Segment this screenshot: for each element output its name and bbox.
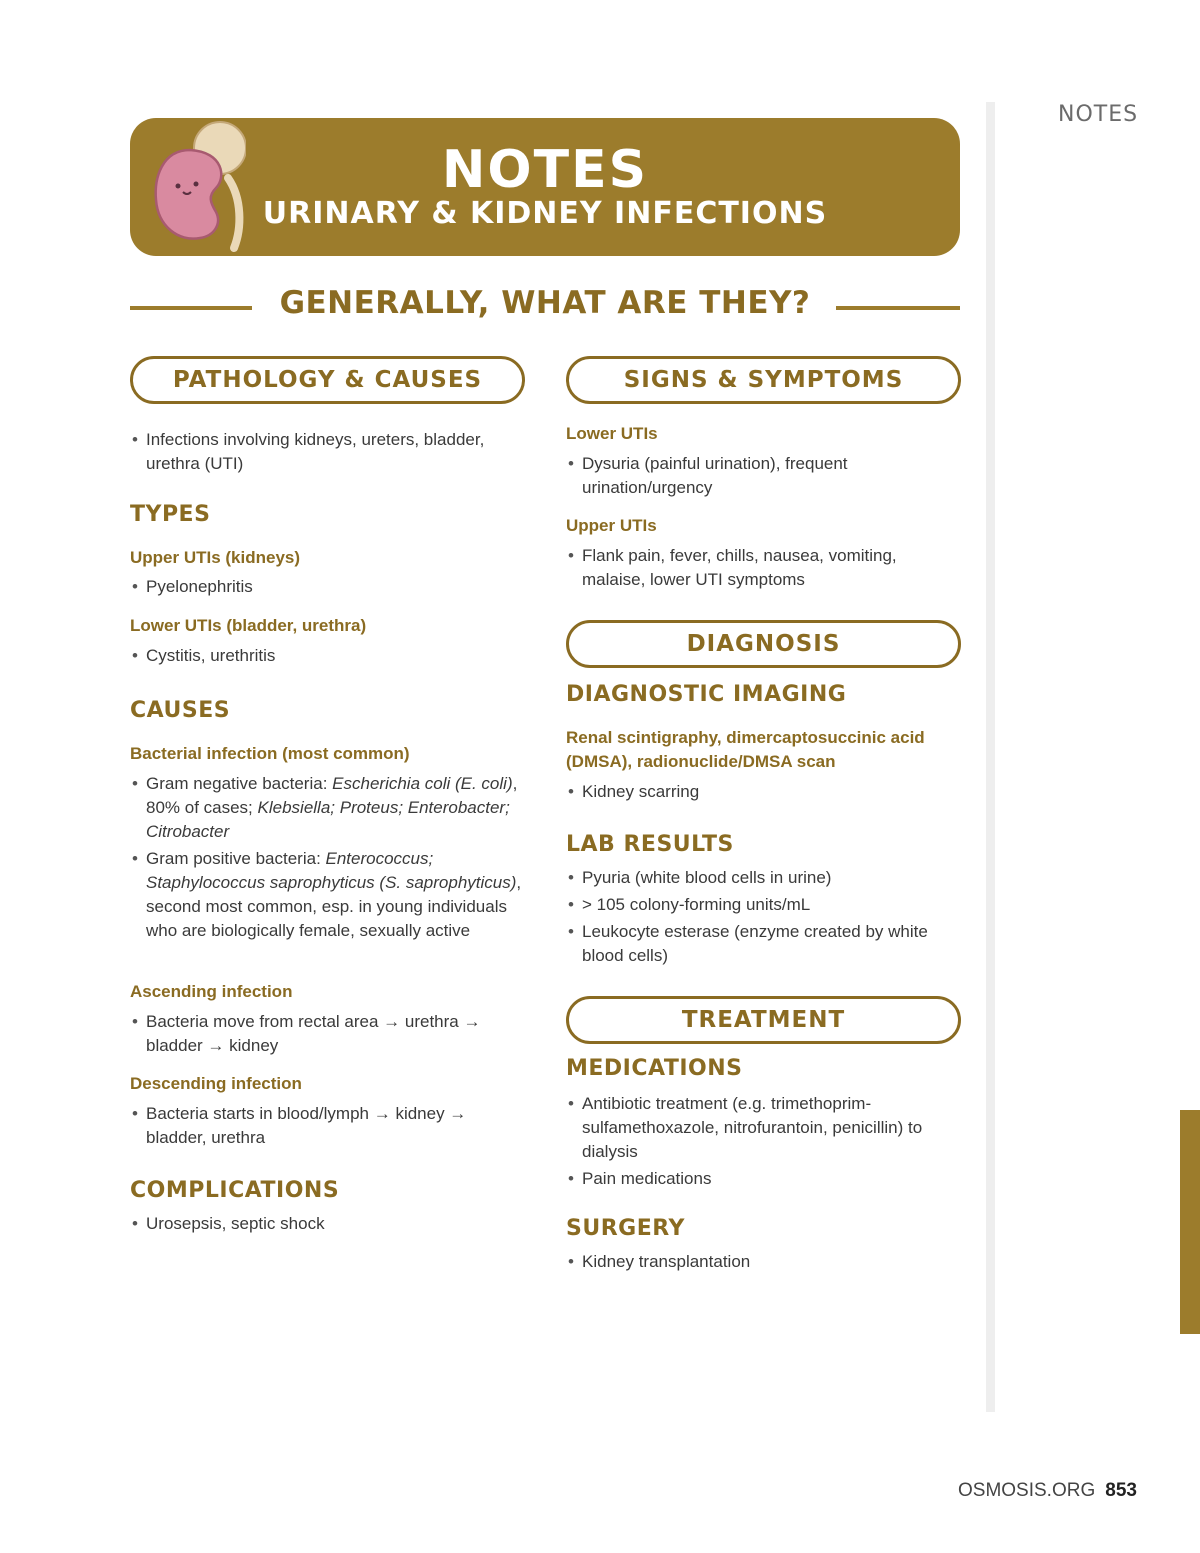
banner-title: NOTES xyxy=(441,140,649,200)
lower-utis-label: Lower UTIs xyxy=(566,424,658,443)
bacterial-infection-label: Bacterial infection (most common) xyxy=(130,744,410,763)
list-item: • Urosepsis, septic shock xyxy=(130,1212,525,1236)
descending-list xyxy=(130,1102,525,1153)
list-item: • Pyuria (white blood cells in urine) xyxy=(566,866,961,890)
list-item: • Pyelonephritis xyxy=(130,575,525,599)
banner-subtitle: URINARY & KIDNEY INFECTIONS xyxy=(262,196,828,231)
general-heading: GENERALLY, WHAT ARE THEY? xyxy=(279,285,811,321)
gram-positive-item: • Gram positive bacteria: Enterococcus; Staphylococcus saprophyticus (S. saprophyticus), second most common, esp. in young individuals who are biologically female, sexually active xyxy=(130,847,525,943)
medications-list xyxy=(566,1092,961,1194)
lower-utis-list xyxy=(566,452,961,503)
list-item: • > 105 colony-forming units/mL xyxy=(566,893,961,917)
gram-negative-item: • Gram negative bacteria: Escherichia coli (E. coli), 80% of cases; Klebsiella; Proteus; Enterobacter; Citrobacter xyxy=(130,772,525,844)
list-item: • Flank pain, fever, chills, nausea, vomiting, malaise, lower UTI symptoms xyxy=(566,544,961,592)
list-item: • Leukocyte esterase (enzyme created by white blood cells) xyxy=(566,920,961,968)
list-item: • Bacteria move from rectal area → urethra → bladder → kidney xyxy=(130,1010,525,1058)
lower-utis-list xyxy=(130,644,525,671)
list-item: • Infections involving kidneys, ureters, bladder, urethra (UTI) xyxy=(130,428,525,476)
ascending-list xyxy=(130,1010,525,1061)
ascending-infection-label: Ascending infection xyxy=(130,982,293,1001)
header-banner xyxy=(130,118,960,256)
intro-list xyxy=(130,428,525,479)
list-item: • Bacteria starts in blood/lymph → kidney → bladder, urethra xyxy=(130,1102,525,1150)
imaging-label: Renal scintigraphy, dimercaptosuccinic acid (DMSA), radionuclide/DMSA scan xyxy=(566,728,925,771)
list-item: • Kidney transplantation xyxy=(566,1250,961,1274)
right-column xyxy=(566,356,961,1296)
upper-utis-list xyxy=(130,575,525,602)
general-heading-row xyxy=(130,285,960,331)
treatment-pill: TREATMENT xyxy=(566,996,961,1044)
signs-symptoms-pill: SIGNS & SYMPTOMS xyxy=(566,356,961,404)
complications-heading: COMPLICATIONS xyxy=(130,1178,340,1203)
medications-heading: MEDICATIONS xyxy=(566,1056,743,1081)
chapter-tab xyxy=(1180,1110,1200,1334)
lower-utis-label: Lower UTIs (bladder, urethra) xyxy=(130,616,367,635)
descending-infection-label: Descending infection xyxy=(130,1074,302,1093)
list-item: • Cystitis, urethritis xyxy=(130,644,525,668)
list-item: • Kidney scarring xyxy=(566,780,961,804)
heading-rule-right xyxy=(836,306,960,310)
list-item: • Dysuria (painful urination), frequent urination/urgency xyxy=(566,452,961,500)
diagnosis-pill: DIAGNOSIS xyxy=(566,620,961,668)
diagnostic-imaging-heading: DIAGNOSTIC IMAGING xyxy=(566,682,847,707)
margin-divider xyxy=(986,102,995,1412)
page-footer xyxy=(958,1480,1137,1502)
surgery-heading: SURGERY xyxy=(566,1216,685,1241)
lab-results-heading: LAB RESULTS xyxy=(566,832,734,857)
list-item: • Antibiotic treatment (e.g. trimethoprim-sulfamethoxazole, nitrofurantoin, penicillin) to dialysis xyxy=(566,1092,961,1164)
causes-heading: CAUSES xyxy=(130,698,231,723)
list-item: • Pain medications xyxy=(566,1167,961,1191)
surgery-list xyxy=(566,1250,961,1277)
footer-site: OSMOSIS.ORG xyxy=(958,1480,1096,1501)
upper-utis-label: Upper UTIs (kidneys) xyxy=(130,548,301,567)
complications-list xyxy=(130,1212,525,1239)
imaging-list xyxy=(566,780,961,807)
page-number: 853 xyxy=(1105,1480,1137,1501)
bacteria-list xyxy=(130,772,525,946)
pathology-causes-pill: PATHOLOGY & CAUSES xyxy=(130,356,525,404)
lab-results-list xyxy=(566,866,961,971)
side-notes-label: NOTES xyxy=(1058,102,1139,127)
upper-utis-list xyxy=(566,544,961,595)
upper-utis-label: Upper UTIs xyxy=(566,516,657,535)
left-column xyxy=(130,356,525,1256)
types-heading: TYPES xyxy=(130,502,211,527)
